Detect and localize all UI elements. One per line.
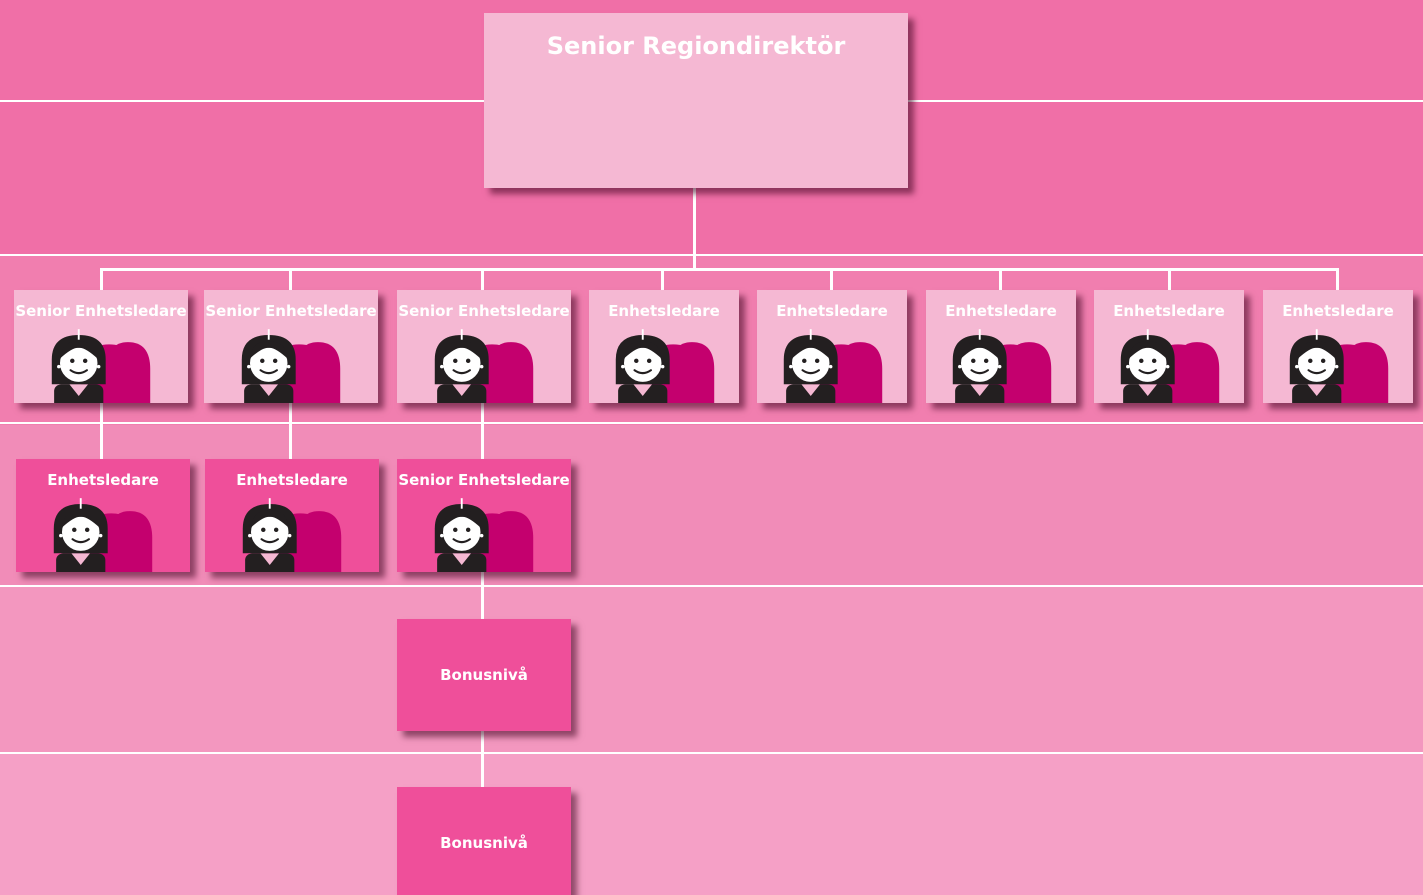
woman-avatar-icon [405,497,563,572]
connector-line [1168,268,1171,290]
woman-avatar-icon [928,328,1076,403]
woman-avatar-icon [213,497,371,572]
connector-line [830,268,833,290]
node-level1-4 [589,290,739,403]
level-separator [0,585,1423,587]
level-separator [0,422,1423,424]
connector-line [999,268,1002,290]
node-level1-1 [14,290,188,403]
node-title: Enhetsledare [776,302,888,320]
node-level1-2 [204,290,378,403]
connector-line [100,268,1338,271]
node-title: Enhetsledare [608,302,720,320]
node-title: Bonusnivå [440,834,528,852]
node-title: Senior Regiondirektör [546,32,846,60]
woman-avatar-icon [24,497,182,572]
node-title: Enhetsledare [1282,302,1394,320]
connector-line [289,268,292,290]
connector-line [481,572,484,619]
node-title: Senior Enhetsledare [398,302,570,320]
background-band-5 [0,753,1423,895]
node-bonus-level-2 [397,787,571,895]
node-bonus-level-1 [397,619,571,731]
woman-avatar-icon [405,328,563,403]
node-title: Senior Enhetsledare [398,471,570,489]
node-level2-2 [205,459,379,572]
connector-line [1336,268,1339,290]
connector-line [100,402,103,459]
connector-line [481,402,484,459]
woman-avatar-icon [1265,328,1413,403]
node-level2-1 [16,459,190,572]
node-title: Enhetsledare [236,471,348,489]
node-level1-3 [397,290,571,403]
node-level1-8 [1263,290,1413,403]
connector-line [100,268,103,290]
node-title: Enhetsledare [945,302,1057,320]
woman-avatar-icon [212,328,370,403]
connector-line [661,268,664,290]
node-title: Enhetsledare [47,471,159,489]
node-title: Enhetsledare [1113,302,1225,320]
level-separator [0,752,1423,754]
background-band-4 [0,587,1423,753]
woman-avatar-icon [22,328,180,403]
connector-line [481,731,484,787]
node-level1-6 [926,290,1076,403]
node-level2-3 [397,459,571,572]
node-title: Senior Enhetsledare [205,302,377,320]
connector-line [481,268,484,290]
level-separator [0,254,1423,256]
connector-line [289,402,292,459]
node-title: Bonusnivå [440,666,528,684]
node-senior-regiondirektor [484,13,908,188]
woman-avatar-icon [1096,328,1244,403]
connector-line [693,188,696,268]
woman-avatar-icon [759,328,907,403]
node-title: Senior Enhetsledare [15,302,187,320]
node-level1-7 [1094,290,1244,403]
node-level1-5 [757,290,907,403]
woman-avatar-icon [591,328,739,403]
